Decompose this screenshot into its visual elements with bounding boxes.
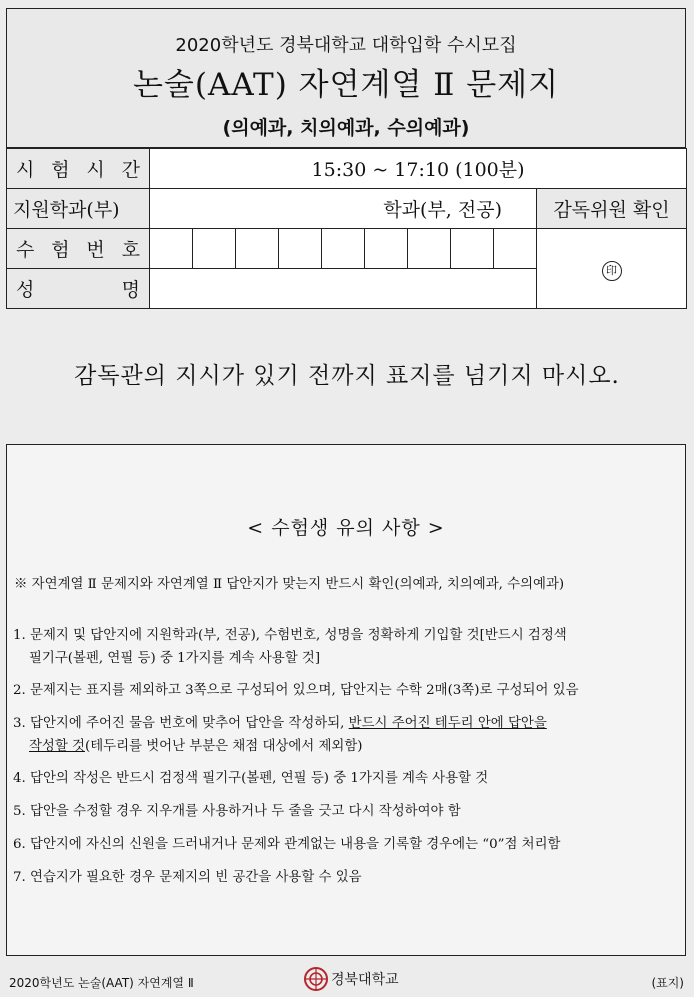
exam-number-cell[interactable] [236, 229, 279, 269]
supervisor-label: 감독위원 확인 [537, 189, 687, 229]
dept-field[interactable]: 학과(부, 전공) [150, 189, 537, 229]
list-item: 3. 답안지에 주어진 물음 번호에 맞추어 답안을 작성하되, 반드시 주어진 테두리 안에 답안을 작성할 것(테두리를 벗어난 부분은 채점 대상에서 제외함) [13, 716, 547, 754]
list-item: 2. 문제지는 표지를 제외하고 3쪽으로 구성되어 있으며, 답안지는 수학 2매(3쪽)로 구성되어 있음 [13, 683, 579, 698]
list-item: 5. 답안을 수정할 경우 지우개를 사용하거나 두 줄을 긋고 다시 작성하여야 함 [13, 804, 461, 819]
exam-number-cell[interactable] [279, 229, 322, 269]
exam-number-cell[interactable] [150, 229, 193, 269]
seal-icon: 印 [602, 261, 622, 281]
exam-time-value: 15:30 ~ 17:10 (100분) [150, 149, 687, 189]
university-logo [303, 966, 399, 992]
instructions-warning: ※ 자연계열 Ⅱ 문제지와 자연계열 Ⅱ 답안지가 맞는지 반드시 확인(의예과, 치의예과, 수의예과) [14, 577, 565, 592]
university-name: 경북대학교 [331, 972, 399, 988]
exam-year-title: 2020학년도 경북대학교 대학입학 수시모집 [175, 35, 517, 56]
list-item: 7. 연습지가 필요한 경우 문제지의 빈 공간을 사용할 수 있음 [13, 870, 362, 885]
footer-exam-title: 2020학년도 논술(AAT) 자연계열 Ⅱ [9, 976, 194, 990]
exam-time-label: 시 험 시 간 [7, 149, 150, 189]
do-not-turn-notice: 감독관의 지시가 있기 전까지 표지를 넘기지 마시오. [74, 363, 620, 389]
exam-number-cell[interactable] [193, 229, 236, 269]
list-item: 1. 문제지 및 답안지에 지원학과(부, 전공), 수험번호, 성명을 정확하게 기입할 것[반드시 검정색 필기구(볼펜, 연필 등) 중 1가지를 계속 사용할 것] [13, 628, 567, 666]
footer-page-label: (표지) [651, 976, 684, 990]
exam-number-cell[interactable] [494, 229, 537, 269]
name-label: 성 명 [7, 269, 150, 309]
exam-number-cell[interactable] [365, 229, 408, 269]
exam-departments: (의예과, 치의예과, 수의예과) [222, 117, 470, 139]
candidate-info-table [6, 148, 687, 309]
exam-number-cell[interactable] [451, 229, 494, 269]
exam-number-cell[interactable] [322, 229, 365, 269]
header-box [6, 8, 686, 148]
list-item: 4. 답안의 작성은 반드시 검정색 필기구(볼펜, 연필 등) 중 1가지를 계속 사용할 것 [13, 771, 489, 786]
university-emblem-icon [303, 966, 329, 992]
exam-number-label: 수 험 번 호 [7, 229, 150, 269]
instructions-box [6, 444, 686, 956]
instructions-list [13, 623, 679, 898]
name-field[interactable] [150, 269, 537, 309]
list-item: 6. 답안지에 자신의 신원을 드러내거나 문제와 관계없는 내용을 기록할 경우에는 “0”점 처리함 [13, 837, 561, 852]
footer [0, 964, 694, 997]
exam-main-title: 논술(AAT) 자연계열 Ⅱ 문제지 [132, 67, 560, 103]
exam-number-cell[interactable] [408, 229, 451, 269]
supervisor-seal-box[interactable] [537, 229, 687, 309]
dept-label: 지원학과(부) [7, 189, 150, 229]
instructions-title: < 수험생 유의 사항 > [247, 517, 445, 539]
